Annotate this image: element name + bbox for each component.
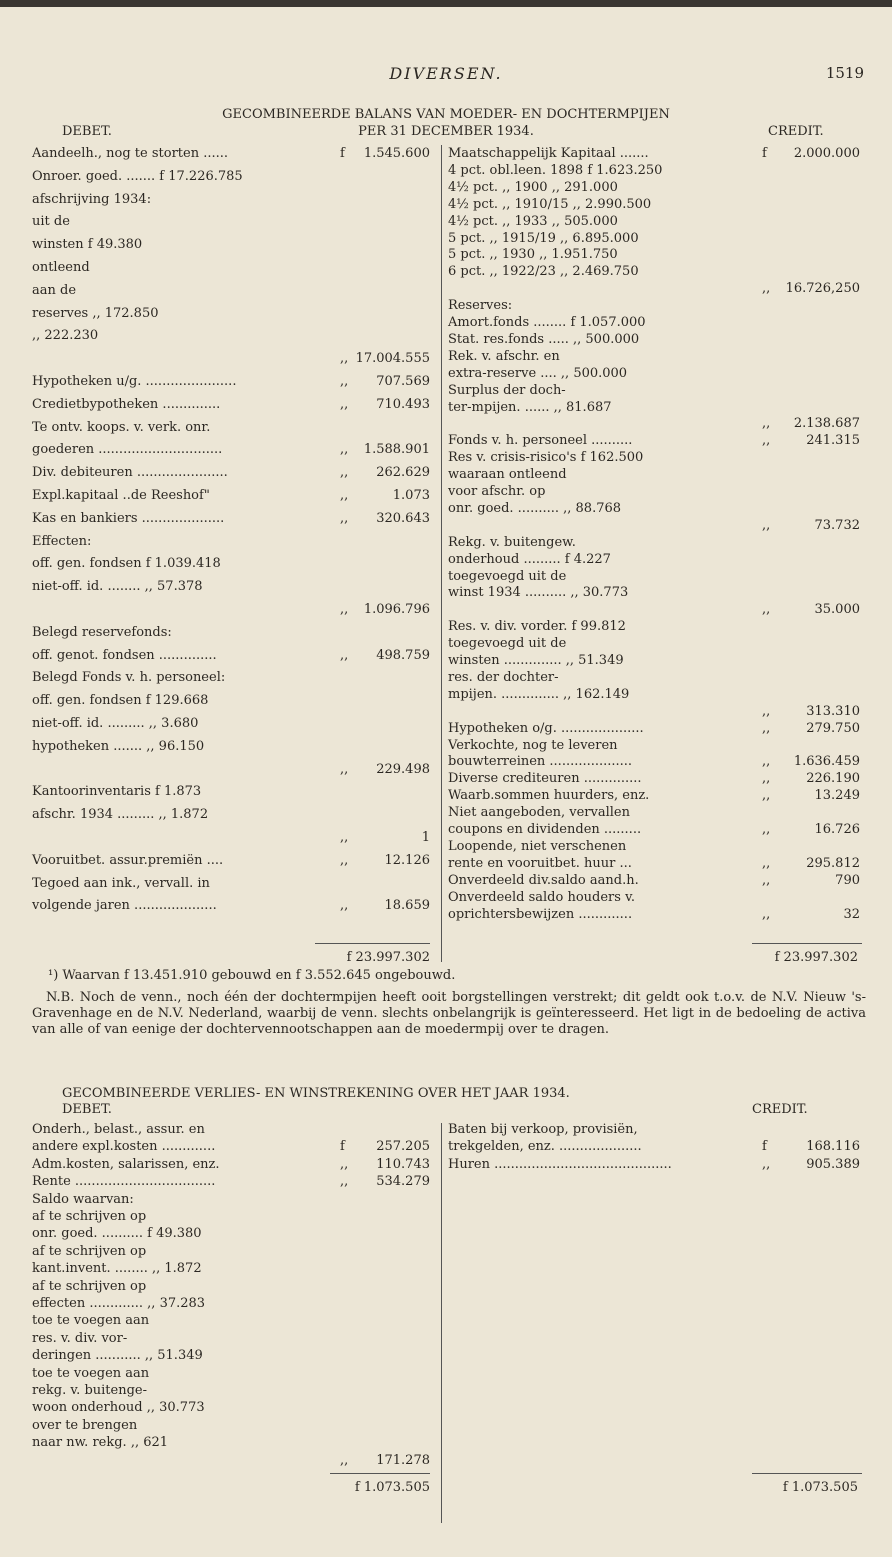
- ledger-row-currency: ,,: [762, 822, 771, 837]
- ledger-row-text: voor afschr. op: [448, 484, 546, 499]
- ledger-row-text: Stat. res.fonds ..... ,, 500.000: [448, 331, 640, 347]
- ledger-row-text: Belegd Fonds v. h. personeel:: [32, 670, 226, 686]
- balance-total-debet: f 23.997.302: [346, 950, 430, 965]
- ledger-row-text: rekg. v. buitenge-: [32, 1383, 147, 1398]
- ledger-row-amount: 1.588.901: [363, 442, 430, 458]
- ledger-row-amount: 320.643: [376, 510, 430, 526]
- ledger-row-currency: f: [340, 1139, 345, 1155]
- ledger-row-text: goederen ..............................: [32, 442, 223, 458]
- ledger-row-text: niet-off. id. ......... ,, 3.680: [32, 716, 199, 731]
- ledger-row-currency: ,,: [340, 761, 349, 777]
- ledger-row-text: hypotheken ....... ,, 96.150: [32, 738, 205, 754]
- ledger-row-amount: 313.310: [806, 703, 860, 719]
- ledger-row-text: af te schrijven op: [32, 1278, 147, 1294]
- ledger-row-currency: ,,: [340, 351, 349, 367]
- ledger-row-text: Diverse crediteuren ..............: [448, 771, 642, 787]
- ledger-row-text: effecten ............. ,, 37.283: [32, 1296, 206, 1311]
- ledger-row-text: Onderh., belast., assur. en: [32, 1122, 205, 1137]
- ledger-row-text: Onroer. goed. ....... f 17.226.785: [32, 168, 243, 184]
- ledger-row-amount: 18.659: [384, 898, 430, 914]
- ledger-row-text: toegevoegd uit de: [448, 568, 567, 584]
- ledger-row-amount: 498.759: [376, 647, 430, 663]
- ledger-row-currency: ,,: [340, 830, 349, 845]
- ledger-row-currency: ,,: [340, 465, 349, 481]
- balance-credit-total-rule: [752, 943, 862, 944]
- ledger-row-amount: 1.545.600: [363, 146, 430, 161]
- ledger-row-amount: 16.726: [814, 822, 860, 837]
- ledger-row-amount: 710.493: [376, 396, 430, 412]
- ledger-row-text: ter-mpijen. ...... ,, 81.687: [448, 399, 612, 415]
- ledger-row-amount: 2.138.687: [793, 416, 860, 432]
- pl-total-credit: f 1.073.505: [782, 1480, 858, 1495]
- ledger-row-amount: 241.315: [806, 433, 860, 449]
- ledger-row-text: Res. v. div. vorder. f 99.812: [448, 619, 626, 635]
- ledger-row-text: extra-reserve .... ,, 500.000: [448, 365, 628, 381]
- balance-total-credit: f 23.997.302: [774, 950, 858, 965]
- pl-total-debet: f 1.073.505: [354, 1480, 430, 1495]
- ledger-row-text: Amort.fonds ........ f 1.057.000: [448, 315, 646, 330]
- ledger-row-currency: f: [340, 146, 345, 161]
- ledger-row-text: winst 1934 .......... ,, 30.773: [448, 585, 629, 601]
- ledger-row-text: toe te voegen aan: [32, 1313, 150, 1329]
- ledger-row-text: toegevoegd uit de: [448, 636, 567, 652]
- ledger-row-text: ,, 222.230: [32, 328, 99, 344]
- balance-debet-total-rule: [315, 943, 430, 944]
- ledger-row-text: 4½ pct. ,, 1910/15 ,, 2.990.500: [448, 196, 652, 212]
- ledger-row-amount: 1.636.459: [793, 754, 860, 770]
- ledger-row-text: 5 pct. ,, 1915/19 ,, 6.895.000: [448, 230, 639, 246]
- ledger-row-currency: ,,: [340, 396, 349, 412]
- ledger-row-amount: 32: [843, 906, 860, 922]
- ledger-row-text: Kantoorinventaris f 1.873: [32, 784, 202, 800]
- ledger-row-amount: 790: [835, 872, 860, 888]
- pl-credit-label: CREDIT.: [752, 1102, 808, 1117]
- ledger-row-amount: 262.629: [376, 465, 430, 481]
- ledger-row-text: 4½ pct. ,, 1933 ,, 505.000: [448, 213, 618, 229]
- ledger-row-text: winsten f 49.380: [32, 237, 143, 253]
- ledger-row-currency: ,,: [340, 602, 349, 617]
- ledger-row-text: Saldo waarvan:: [32, 1191, 134, 1207]
- pl-credit-total-rule: [752, 1473, 862, 1474]
- ledger-row-currency: ,,: [762, 720, 771, 736]
- ledger-row-currency: ,,: [762, 771, 771, 787]
- ledger-row-amount: 295.812: [806, 855, 860, 871]
- ledger-row-text: trekgelden, enz. ....................: [448, 1139, 642, 1155]
- ledger-row-amount: 257.205: [376, 1139, 430, 1155]
- ledger-row-text: 5 pct. ,, 1930 ,, 1.951.750: [448, 247, 618, 263]
- ledger-row-text: Effecten:: [32, 533, 92, 549]
- ledger-row-text: Vooruitbet. assur.premiën ....: [32, 852, 224, 868]
- ledger-row-amount: 2.000.000: [793, 146, 860, 161]
- ledger-row-amount: 168.116: [806, 1139, 860, 1155]
- ledger-row-text: Verkochte, nog te leveren: [448, 737, 618, 753]
- ledger-row-amount: 905.389: [806, 1156, 860, 1172]
- ledger-row-text: Tegoed aan ink., vervall. in: [32, 875, 210, 891]
- pl-debet-total-rule: [330, 1473, 430, 1474]
- ledger-row-amount: 229.498: [376, 761, 430, 777]
- ledger-row-amount: 279.750: [806, 720, 860, 736]
- ledger-row-text: Credietbypotheken ..............: [32, 396, 221, 412]
- ledger-row-currency: ,,: [762, 281, 771, 297]
- ledger-row-text: Rente ..................................: [32, 1174, 216, 1190]
- ledger-row-currency: ,,: [340, 1156, 349, 1172]
- ledger-row-amount: 73.732: [814, 517, 860, 533]
- ledger-row-text: volgende jaren ....................: [32, 898, 217, 914]
- ledger-row-text: off. gen. fondsen f 129.668: [32, 693, 209, 709]
- ledger-row-currency: ,,: [762, 1156, 771, 1172]
- ledger-row-amount: 707.569: [376, 374, 430, 389]
- ledger-row-text: 4 pct. obl.leen. 1898 f 1.623.250: [448, 162, 663, 178]
- ledger-row-text: Kas en bankiers ....................: [32, 510, 225, 526]
- ledger-row-text: Belegd reservefonds:: [32, 624, 172, 640]
- ledger-row-text: Maatschappelijk Kapitaal .......: [448, 146, 649, 161]
- ledger-row-currency: ,,: [340, 647, 349, 663]
- ledger-row-currency: ,,: [340, 852, 349, 868]
- ledger-row-text: Fonds v. h. personeel ..........: [448, 433, 633, 449]
- ledger-row-currency: ,,: [340, 1174, 349, 1190]
- ledger-row-text: afschr. 1934 ......... ,, 1.872: [32, 807, 209, 823]
- ledger-row-text: Surplus der doch-: [448, 382, 566, 398]
- ledger-row-text: onr. goed. .......... ,, 88.768: [448, 500, 622, 516]
- ledger-row-text: toe te voegen aan: [32, 1365, 150, 1381]
- ledger-row-text: af te schrijven op: [32, 1243, 147, 1259]
- ledger-row-text: aan de: [32, 282, 77, 298]
- ledger-row-text: 4½ pct. ,, 1900 ,, 291.000: [448, 179, 618, 195]
- ledger-row-text: rente en vooruitbet. huur ...: [448, 855, 632, 871]
- ledger-row-amount: 12.126: [384, 852, 430, 868]
- ledger-row-text: waaraan ontleend: [448, 467, 567, 483]
- ledger-row-text: onr. goed. .......... f 49.380: [32, 1226, 202, 1242]
- ledger-row-text: off. genot. fondsen ..............: [32, 647, 217, 663]
- footnote: ¹) Waarvan f 13.451.910 gebouwd en f 3.552.645 ongebouwd.: [48, 968, 456, 983]
- ledger-row-text: Waarb.sommen huurders, enz.: [448, 788, 650, 804]
- ledger-row-text: andere expl.kosten .............: [32, 1139, 216, 1155]
- ledger-row-amount: 13.249: [814, 788, 860, 804]
- ledger-row-currency: ,,: [340, 898, 349, 914]
- ledger-row-text: bouwterreinen ....................: [448, 754, 633, 770]
- ledger-row-currency: ,,: [762, 872, 771, 888]
- ledger-row-text: kant.invent. ........ ,, 1.872: [32, 1261, 202, 1277]
- ledger-row-text: oprichtersbewijzen .............: [448, 906, 633, 922]
- ledger-row-text: af te schrijven op: [32, 1209, 147, 1224]
- ledger-row-text: over te brengen: [32, 1417, 138, 1433]
- balance-subtitle: PER 31 DECEMBER 1934.: [358, 124, 534, 139]
- ledger-row-currency: f: [762, 146, 767, 161]
- ledger-row-currency: ,,: [762, 906, 771, 922]
- ledger-row-currency: ,,: [762, 788, 771, 804]
- ledger-row-amount: 1.096.796: [363, 602, 430, 617]
- ledger-row-currency: ,,: [762, 517, 771, 533]
- ledger-row-amount: 534.279: [376, 1174, 430, 1190]
- ledger-row-text: off. gen. fondsen f 1.039.418: [32, 556, 221, 572]
- ledger-row-text: niet-off. id. ........ ,, 57.378: [32, 579, 203, 595]
- ledger-row-text: ontleend: [32, 260, 90, 275]
- balance-center-rule: [441, 145, 442, 962]
- ledger-row-text: Expl.kapitaal ..de Reeshof": [32, 488, 210, 503]
- pl-debet-label: DEBET.: [62, 1102, 112, 1117]
- ledger-row-text: Huren ...........................................: [448, 1156, 672, 1172]
- ledger-row-currency: ,,: [340, 488, 349, 503]
- ledger-row-text: Adm.kosten, salarissen, enz.: [32, 1156, 220, 1172]
- ledger-row-text: reserves ,, 172.850: [32, 305, 159, 321]
- ledger-row-text: Onverdeeld saldo houders v.: [448, 889, 636, 905]
- ledger-row-currency: ,,: [762, 416, 771, 432]
- ledger-row-currency: ,,: [340, 1452, 349, 1468]
- ledger-row-currency: f: [762, 1139, 767, 1155]
- balance-credit-label: CREDIT.: [768, 124, 824, 139]
- ledger-row-amount: 35.000: [814, 602, 860, 618]
- ledger-row-text: Baten bij verkoop, provisiën,: [448, 1122, 638, 1137]
- ledger-row-amount: 1.073: [392, 488, 430, 503]
- ledger-row-currency: ,,: [340, 374, 349, 389]
- ledger-row-currency: ,,: [762, 602, 771, 618]
- ledger-row-amount: 110.743: [376, 1156, 430, 1172]
- balance-debet-label: DEBET.: [62, 124, 112, 139]
- pl-title: GECOMBINEERDE VERLIES- EN WINSTREKENING OVER HET JAAR 1934.: [62, 1086, 570, 1101]
- ledger-row-currency: ,,: [762, 703, 771, 719]
- ledger-row-text: Res v. crisis-risico's f 162.500: [448, 450, 644, 466]
- ledger-row-text: Hypotheken o/g. ....................: [448, 720, 644, 736]
- ledger-row-currency: ,,: [762, 754, 771, 770]
- ledger-row-text: Reserves:: [448, 298, 513, 314]
- ledger-row-amount: 17.004.555: [355, 351, 430, 367]
- ledger-row-amount: 226.190: [806, 771, 860, 787]
- ledger-row-currency: ,,: [762, 855, 771, 871]
- ledger-row-text: Rekg. v. buitengew.: [448, 534, 576, 550]
- ledger-row-currency: ,,: [340, 442, 349, 458]
- ledger-row-amount: 16.726,250: [785, 281, 860, 297]
- balance-title: GECOMBINEERDE BALANS VAN MOEDER- EN DOCHTERMPIJEN: [222, 107, 670, 122]
- nb-paragraph: N.B. Noch de venn., noch één der dochtermpijen heeft ooit borgstellingen verstrekt; dit geldt ook t.o.v. de N.V. Nieuw 's-Gravenhage en de N.V. Nederland, waarbij de venn. slechts onbelangrijk is geïnteresseerd. Het ligt in de bedoeling de activa van alle of van eenige der dochtervennootschappen aan de moedermpij over te dragen.: [32, 990, 866, 1037]
- ledger-row-text: deringen ........... ,, 51.349: [32, 1348, 203, 1364]
- ledger-row-text: Te ontv. koops. v. verk. onr.: [32, 419, 211, 435]
- ledger-row-text: naar nw. rekg. ,, 621: [32, 1435, 169, 1451]
- ledger-row-text: 6 pct. ,, 1922/23 ,, 2.469.750: [448, 264, 639, 280]
- page-header-title: DIVERSEN.: [389, 64, 503, 83]
- ledger-row-text: afschrijving 1934:: [32, 191, 152, 207]
- ledger-row-text: Div. debiteuren ......................: [32, 465, 228, 481]
- ledger-row-text: Aandeelh., nog te storten ......: [32, 146, 229, 161]
- ledger-row-text: Rek. v. afschr. en: [448, 348, 560, 364]
- ledger-row-text: mpijen. .............. ,, 162.149: [448, 686, 630, 702]
- page-number: 1519: [825, 64, 864, 82]
- ledger-row-amount: 1: [421, 830, 430, 845]
- ledger-row-text: res. v. div. vor-: [32, 1330, 128, 1346]
- ledger-row-text: Loopende, niet verschenen: [448, 838, 627, 854]
- ledger-row-text: winsten .............. ,, 51.349: [448, 653, 624, 668]
- ledger-row-text: Hypotheken u/g. ......................: [32, 374, 237, 389]
- ledger-row-text: woon onderhoud ,, 30.773: [32, 1400, 205, 1416]
- top-scan-edge: [0, 0, 892, 7]
- ledger-row-text: uit de: [32, 214, 70, 230]
- ledger-row-currency: ,,: [340, 510, 349, 526]
- ledger-row-amount: 171.278: [376, 1452, 430, 1468]
- ledger-row-currency: ,,: [762, 433, 771, 449]
- ledger-row-text: onderhoud ......... f 4.227: [448, 551, 611, 567]
- ledger-row-text: coupons en dividenden .........: [448, 822, 642, 837]
- ledger-row-text: Onverdeeld div.saldo aand.h.: [448, 872, 639, 888]
- pl-center-rule: [441, 1123, 442, 1523]
- ledger-row-text: res. der dochter-: [448, 669, 559, 685]
- ledger-row-text: Niet aangeboden, vervallen: [448, 805, 630, 821]
